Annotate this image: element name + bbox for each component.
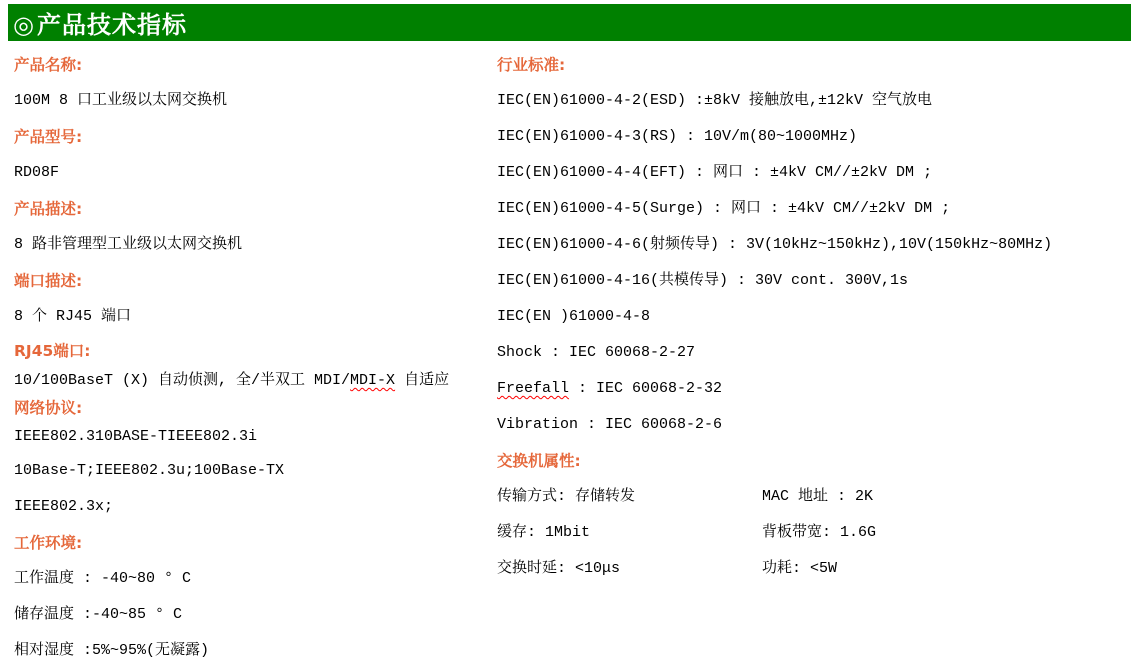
spec-line: 相对湿度 :5%~95%(无凝露): [14, 642, 210, 659]
section-heading: 端口描述:: [14, 272, 83, 290]
spec-line: IEC(EN)61000-4-16(共模传导) : 30V cont. 300V,1s: [497, 272, 909, 289]
spec-line: IEC(EN)61000-4-2(ESD) :±8kV 接触放电,±12kV 空气放电: [497, 92, 933, 109]
text-segment: 自适应: [395, 372, 450, 389]
spec-line: [497, 515, 1142, 551]
spec-cell: 交换时延: <10μs: [497, 560, 621, 577]
spec-line: 8 个 RJ45 端口: [14, 308, 132, 325]
spec-cell: 缓存: 1Mbit: [497, 524, 591, 541]
spec-line: [497, 551, 1142, 587]
text-segment: : IEC 60068-2-32: [569, 380, 723, 397]
spec-line: IEEE802.3x;: [14, 498, 114, 515]
spec-line: Vibration : IEC 60068-2-6: [497, 416, 723, 433]
page-title: [13, 5, 187, 40]
spec-cell: MAC 地址 : 2K: [762, 488, 874, 505]
spec-line: 工作温度 : -40~80 ° C: [14, 570, 192, 587]
spec-line: 100M 8 口工业级以太网交换机: [14, 92, 228, 109]
spec-cell: 功耗: <5W: [762, 560, 838, 577]
spec-line: RD08F: [14, 164, 60, 181]
spec-cell: 传输方式: 存储转发: [497, 488, 636, 505]
section-heading: 产品名称:: [14, 56, 83, 74]
text-segment: 10/100BaseT (X) 自动侦测, 全/半双工 MDI/: [14, 372, 351, 389]
section-heading: 工作环境:: [14, 534, 83, 552]
section-heading: 行业标准:: [497, 56, 566, 74]
bullseye-bullet-icon: ◎: [13, 10, 35, 39]
spec-cell: 背板带宽: 1.6G: [762, 524, 877, 541]
section-heading: 交换机属性:: [497, 452, 581, 470]
spec-line: IEC(EN )61000-4-8: [497, 308, 651, 325]
spec-line: IEC(EN)61000-4-4(EFT) : 网口 : ±4kV CM//±2kV DM ;: [497, 164, 933, 181]
spec-line: IEC(EN)61000-4-6(射频传导) : 3V(10kHz~150kHz),10V(150kHz~80MHz): [497, 236, 1053, 253]
spec-line: IEC(EN)61000-4-5(Surge) : 网口 : ±4kV CM//±2kV DM ;: [497, 200, 951, 217]
spec-line: IEC(EN)61000-4-3(RS) : 10V/m(80~1000MHz): [497, 128, 858, 145]
spec-line: IEEE802.310BASE-TIEEE802.3i: [14, 428, 258, 445]
spellcheck-flagged-text: Freefall: [497, 380, 570, 397]
spec-line: [497, 479, 1142, 515]
section-heading: 产品型号:: [14, 128, 83, 146]
spec-line: [14, 367, 492, 395]
spec-line: [497, 371, 1142, 407]
section-heading: 网络协议:: [14, 399, 83, 417]
left-column: [14, 47, 492, 668]
section-heading: 产品描述:: [14, 200, 83, 218]
spec-line: 储存温度 :-40~85 ° C: [14, 606, 183, 623]
spec-line: Shock : IEC 60068-2-27: [497, 344, 696, 361]
spellcheck-flagged-text: MDI-X: [350, 372, 396, 389]
right-column: [497, 47, 1142, 587]
page-title-text: 产品技术指标: [36, 10, 187, 39]
spec-line: 8 路非管理型工业级以太网交换机: [14, 236, 243, 253]
section-heading: RJ45端口:: [14, 342, 91, 360]
section-title-bar: [8, 4, 1131, 41]
spec-line: 10Base-T;IEEE802.3u;100Base-TX: [14, 462, 285, 479]
